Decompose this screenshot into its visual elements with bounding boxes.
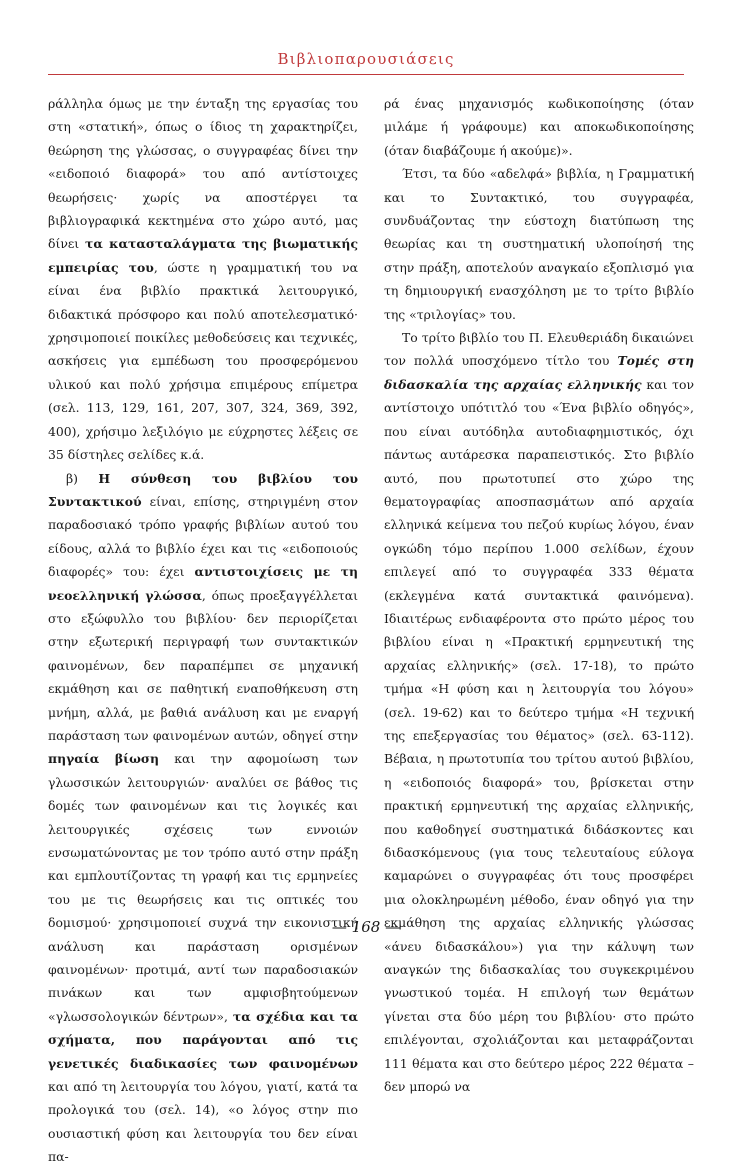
bold-phrase: τα κατασταλάγματα της βιωματικής εμπειρίας του	[48, 236, 358, 275]
text-run: και από τη λειτουργία του λόγου, γιατί, κατά τα προλογικά του (σελ. 14), «ο λόγος στην πιο ουσιαστική φύση και λειτουργία του δεν είναι πα-	[48, 1079, 358, 1165]
right-paragraph-1: ρά ένας μηχανισμός κωδικοποίησης (όταν μιλάμε ή γράφουμε) και αποκωδικοποίησης (όταν διαβάζουμε ή ακούμε)».	[384, 96, 694, 158]
text-run: και τον αντίστοιχο υπότιτλό του «Ένα βιβλίο οδηγός», που είναι αυτόδηλα αυτοδιαφημιστικός, όχι πάντως αυτάρεσκα παραπειστικός. Στο βιβλίο αυτό, που πρωτοτυπεί στο χώρο της θεματογραφίας αποσπασμάτων από αρχαία ελληνικά κείμενα του πεζού κυρίως λόγου, έναν ογκώδη τόμο περίπου 1.000 σελίδων, έχουν επιλεγεί από το συγγραφέα 333 θέματα (εκλεγμένα κατά συντακτικά φαινόμενα). Ιδιαιτέρως ενδιαφέροντα στο πρώτο μέρος του βιβλίου είναι η «Πρακτική ερμηνευτική της αρχαίας ελληνικής» (σελ. 17-18), το πρώτο τμήμα «Η φύση και η λειτουργία του λόγου» (σελ. 19-62) και το δεύτερο τμήμα «Η τεχνική της επεξεργασίας του θέματος» (σελ. 63-112). Βέβαια, η πρωτοτυπία του τρίτου αυτού βιβλίου, η «ειδοποιός διαφορά» του, βρίσκεται στην πρακτική ερμηνευτική της αρχαίας ελληνικής, που καθοδηγεί συστηματικά διδάσκοντες και διδασκόμενους (για τους τελευταίους εύλογα καμαρώνει ο συγγραφέας ότι τους προσφέρει μια ολοκληρωμένη μέθοδο, έναν οδηγό για την εκμάθηση της αρχαίας ελληνικής γλώσσας «άνευ διδασκάλου») για την κάλυψη των αναγκών της διδασκαλίας του συγκεκριμένου γνωστικού τομέα. Η επιλογή των θεμάτων γίνεται στα δύο μέρη του βιβλίου· στο πρώτο επιλέγονται, σχολιάζονται και μεταφράζονται 111 θέματα και στο δεύτερο μέρος 222 θέματα – δεν μπορώ να	[384, 376, 694, 1095]
right-column	[384, 92, 694, 1098]
left-paragraph-1	[48, 92, 358, 467]
bold-phrase: Η σύνθεση του βιβλίου του Συντακτικού	[48, 470, 358, 509]
text-run: Το τρίτο βιβλίο του Π. Ελευθεριάδη δικαιώνει τον πολλά υποσχόμενο τίτλο του	[384, 330, 694, 369]
left-column	[48, 92, 358, 1169]
bold-phrase: αντιστοιχίσεις με τη νεοελληνική γλώσσα	[48, 564, 358, 603]
page-number: — 168 —	[331, 918, 401, 936]
text-run: , ώστε η γραμματική του να είναι ένα βιβλίο πρακτικά λειτουργικό, διδακτικά πρόσφορο και πολύ αποτελεσματικό· χρησιμοποιεί ποικίλες μεθοδεύσεις και τεχνικές, ασκήσεις για εμπέδωση του προσφερόμενου υλικού και πολύ χρήσιμα επιμέρους επίμετρα (σελ. 113, 129, 161, 207, 307, 324, 369, 392, 400), χρήσιμο λεξιλόγιο με εύχρηστες λέξεις σε 35 δίστηλες σελίδες κ.ά.	[48, 259, 358, 463]
text-run: , όπως προεξαγγέλλεται στο εξώφυλλο του βιβλίου· δεν περιορίζεται στην εξωτερική περιγραφή των συντακτικών φαινομένων, δεν παραπέμπει σε μηχανική εκμάθηση και σε παθητική εναποθήκευση στη μνήμη, αλλά, με βαθιά ανάλυση και με εναργή παράσταση των φαινομένων αυτών, οδηγεί στην	[48, 587, 358, 743]
text-run: και την αφομοίωση των γλωσσικών λειτουργιών· αναλύει σε βάθος τις δομές των φαινομένων και τις λογικές και λειτουργικές σχέσεις των εννοιών ενσωματώνοντας με τον τρόπο αυτό στην πράξη και εμπλουτίζοντας τη γραφή και τις ερμηνείες του με τις θεωρήσεις και τις οπτικές του δομισμού· χρησιμοποιεί συχνά την εικονιστική ανάλυση και παράσταση ορισμένων φαινομένων· προτιμά, αντί των παραδοσιακών πινάκων και των αμφισβητούμενων «γλωσσολογικών δέντρων»,	[48, 751, 358, 1024]
text-run: ράλληλα όμως με την ένταξη της εργασίας του στη «στατική», όπως ο ίδιος τη χαρακτηρίζει, θεώρηση της γλώσσας, ο συγγραφέας δίνει την «ειδοποιό διαφορά» του από αντίστοιχες θεωρήσεις· χωρίς να αποστέργει τα βιβλιογραφικά κεκτημένα στο χώρο αυτό, μας δίνει	[48, 96, 358, 252]
left-paragraph-2	[48, 467, 358, 1169]
text-run: β)	[66, 470, 99, 486]
header-divider	[48, 74, 684, 75]
book-title: Τομές στη διδασκαλία της αρχαίας ελληνικής	[384, 353, 694, 392]
bold-phrase: πηγαία βίωση	[48, 751, 160, 767]
text-run: είναι, επίσης, στηριγμένη στον παραδοσιακό τρόπο γραφής βιβλίων αυτού του είδους, αλλά το βιβλίο έχει και τις «ειδοποιούς διαφορές» του: έχει	[48, 493, 358, 580]
right-paragraph-2: Έτσι, τα δύο «αδελφά» βιβλία, η Γραμματική και το Συντακτικό, του συγγραφέα, συνδυάζοντας την εύστοχη διατύπωση της θεωρίας και τη συστηματική υλοποίησή της στην πράξη, αποτελούν αναγκαίο εξοπλισμό για τη δημιουργική ενασχόληση με το τρίτο βιβλίο της «τριλογίας» του.	[384, 166, 694, 322]
section-title: Βιβλιοπαρουσιάσεις	[277, 50, 455, 68]
bold-phrase: τα σχέδια και τα σχήματα, που παράγονται από τις γενετικές διαδικασίες των φαινομένων	[48, 1008, 358, 1071]
right-paragraph-3	[384, 326, 694, 1098]
